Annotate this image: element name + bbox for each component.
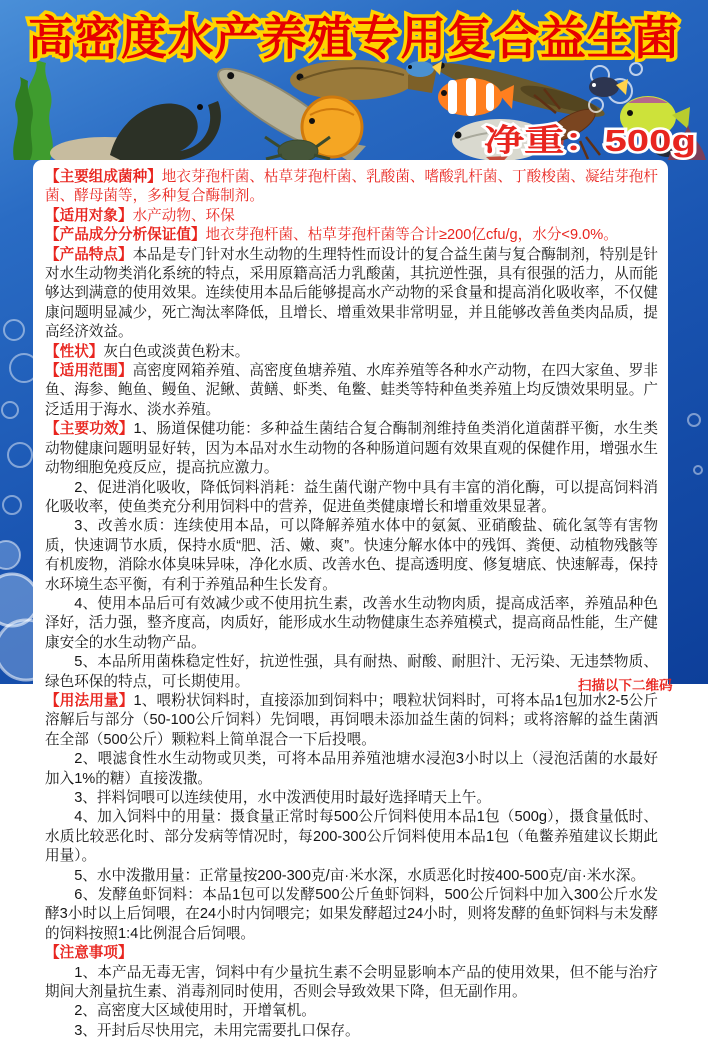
section-7 [45,420,658,692]
section-paragraph: 6、发酵鱼虾饲料：本品1包可以发酵500公斤鱼虾饲料，500公斤饲料中加入300公斤水发酵3小时以上后饲喂，在24小时内饲喂完；如果发酵超过24小时，则将发酵的鱼虾饲料与未发酵的饲料按照1:4比例混合后饲喂。 [45,887,658,942]
sections-container [45,168,658,1041]
section-paragraph: 【适用范围】高密度网箱养殖、高密度鱼塘养殖、水库养殖等各种水产动物，在四大家鱼、罗非鱼、海参、鲍鱼、鳗鱼、泥鳅、黄鳝、虾类、龟鳖、蛙类等特种鱼类养殖上均反馈效果明显。广泛适用于海水、淡水养殖。 [45,363,658,418]
section-paragraph: 【用法用量】1、喂粉状饲料时，直接添加到饲料中；喂粒状饲料时，可将本品1包加水2-5公斤溶解后与部分（50-100公斤饲料）先饲喂，再饲喂未添加益生菌的饲料；或将溶解的益生菌洒在全部（500公斤）颗粒料上简单混合一下后投喂。 [45,692,658,748]
section-5 [45,343,658,362]
section-label: 【主要组成菌种】 [45,169,162,185]
qr-hint-text: 扫描以下二维码 [578,678,673,693]
page-title: 高密度水产养殖专用复合益生菌 [28,12,680,64]
section-label: 【适用范围】 [45,363,133,380]
section-paragraph: 【适用对象】水产动物、环保 [45,207,235,224]
section-label: 【产品成分分析保证值】 [45,227,206,244]
section-label: 【产品特点】 [45,246,133,263]
section-paragraph: 4、加入饲料中的用量：摄食量正常时每500公斤饲料使用本品1包（500g），摄食量低时、水质比较恶化时、部分发病等情况时，每200-300公斤饲料使用本品1包（龟鳖养殖建议长期此用量）。 [45,809,658,865]
section-paragraph [45,944,658,963]
section-6 [45,362,658,420]
section-label: 【适用对象】 [45,207,133,224]
section-paragraph: 3、拌料饲喂可以连续使用，水中泼洒使用时最好选择晴天上午。 [74,790,491,806]
section-label: 【性状】 [45,343,104,360]
section-paragraph: 2、高密度大区域使用时，开增氧机。 [74,1003,316,1020]
section-paragraph: 1、本产品无毒无害，饲料中有少量抗生素不会明显影响本产品的使用效果，但不能与治疗期间大剂量抗生素、消毒剂同时使用，否则会导致效果下降，但无副作用。 [45,964,658,1001]
seaweed-image [13,60,53,160]
section-3 [45,226,658,245]
section-paragraph: 5、水中泼撒用量：正常量按200-300克/亩·米水深，水质恶化时按400-500克/亩·米水深。 [74,867,646,884]
section-paragraph: 【产品成分分析保证值】地衣芽孢杆菌、枯草芽孢杆菌等合计≥200亿cfu/g，水分<9.0%。 [45,227,618,244]
section-label: 【注意事项】 [45,945,133,962]
section-paragraph: 【主要组成菌种】地衣芽孢杆菌、枯草芽孢杆菌、乳酸菌、嗜酸乳杆菌、丁酸梭菌、凝结芽孢杆菌、酵母菌等，多种复合酶制剂。 [45,169,658,205]
net-weight: 净重：500g [484,123,696,158]
section-paragraph: 5、本品所用菌株稳定性好，抗逆性强，具有耐热、耐酸、耐胆汁、无污染、无违禁物质、绿色环保的特点，可长期使用。 [45,654,658,690]
section-paragraph: 【性状】灰白色或淡黄色粉末。 [45,343,250,360]
section-paragraph: 【主要功效】1、肠道保健功能：多种益生菌结合复合酶制剂维持鱼类消化道菌群平衡，水生类动物健康问题明显好转，因为本品对水生动物的各种肠道问题有效果直观的保健作用，增强水生动物细胞免疫反应，提高抗应激力。 [45,421,658,477]
section-4 [45,246,658,343]
net-weight-banner [478,116,703,162]
section-paragraph: 【产品特点】本品是专门针对水生动物的生理特性而设计的复合益生菌与复合酶制剂，特别是针对水生动物类消化系统的特点，采用原籍高活力乳酸菌，其抗逆性强，具有很强的活力，从而能够达到满意的使用效果。连续使用本品后能够提高水产动物的采食量和提高消化吸收率，不仅健康问题明显减少，死亡淘汰率降低，且增长、增重效果非常明显，并且能够改善鱼类肉品质，提高经济效益。 [45,246,658,341]
section-paragraph: 2、促进消化吸收，降低饲料消耗：益生菌代谢产物中具有丰富的消化酶，可以提高饲料消化吸收率，使鱼类充分利用饲料中的营养，促进鱼类健康增长和增重效果显著。 [45,479,658,515]
section-8 [45,692,658,944]
section-paragraph: 4、使用本品后可有效减少或不使用抗生素，改善水生动物肉质，提高成活率，养殖品种色泽好，活力强，整齐度高，肉质好，能形成水生动物健康生态养殖模式，提高商品性能，生产健康安全的水生动物产品。 [45,595,658,651]
section-2 [45,207,658,226]
section-paragraph: 3、改善水质：连续使用本品，可以降解养殖水体中的氨氮、亚硝酸盐、硫化氢等有害物质，快速调节水质，保持水质“肥、活、嫩、爽”。快速分解水体中的残饵、粪便、动植物残骸等有机废物，消除水体臭味异味，净化水质、改善水色、提高透明度、修复塘底、快速解毒，保持水环境生态平衡，有利于养殖品种生长发育。 [45,518,658,593]
section-9 [45,944,658,1041]
catfish-image [110,101,221,160]
section-label: 【主要功效】 [45,421,134,438]
section-1 [45,168,658,207]
section-label: 【用法用量】 [45,692,134,709]
section-paragraph: 3、开封后尽快用完，未用完需要扎口保存。 [74,1022,360,1039]
section-paragraph: 2、喂滤食性水生动物或贝类，可将本品用养殖池塘水浸泡3小时以上（浸泡活菌的水最好加入1%的糖）直接泼撒。 [45,751,658,787]
title-banner [0,2,708,74]
